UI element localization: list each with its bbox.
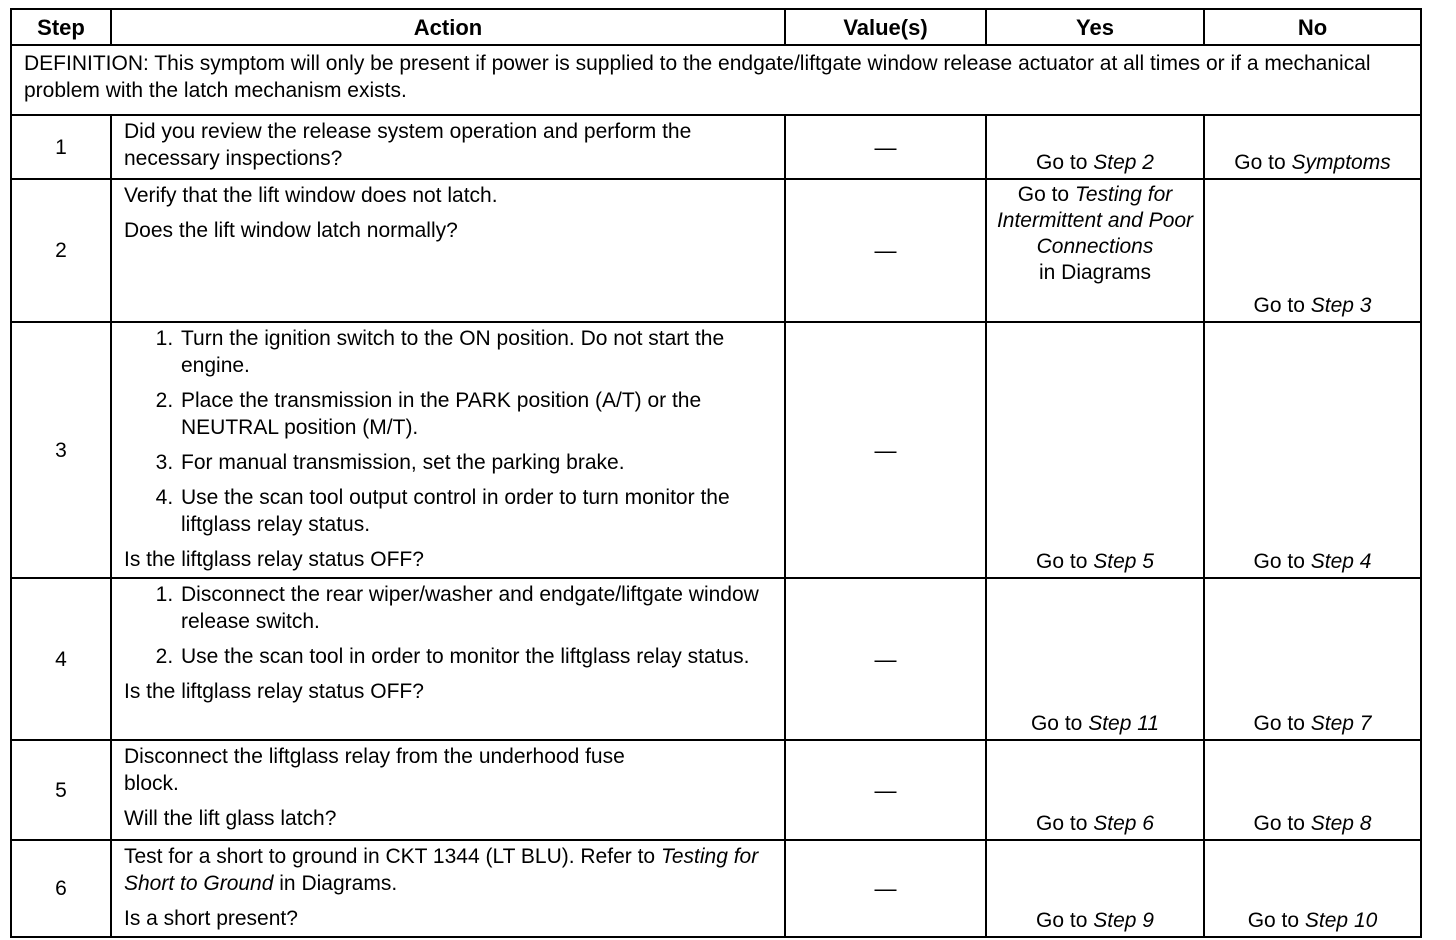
definition-row	[11, 45, 1421, 115]
yes-ref: Step 9	[1093, 909, 1154, 932]
action-step-item: 2. Use the scan tool in order to monitor the liftglass relay status.	[179, 643, 772, 670]
no-ref: Step 8	[1310, 812, 1372, 835]
goto-text: Go to	[1036, 812, 1088, 835]
header-row	[11, 9, 1421, 45]
table-row	[11, 840, 1421, 937]
goto-text: Go to	[1234, 151, 1286, 174]
in-text: in	[279, 872, 296, 895]
yes-cell[interactable]	[986, 840, 1204, 937]
goto-text: Go to	[1030, 712, 1083, 735]
action-question: Will the lift glass latch?	[124, 807, 337, 830]
goto-text: Go to	[1253, 294, 1305, 317]
header-yes: Yes	[986, 9, 1204, 45]
goto-text: Go to	[1247, 909, 1300, 932]
no-cell[interactable]	[1204, 115, 1421, 179]
action-steps	[124, 581, 772, 670]
action-text-plain: Test for a short to ground in CKT 1344 (LT BLU). Refer to	[124, 845, 656, 868]
value-cell: —	[785, 740, 986, 840]
step-number: 3	[11, 322, 111, 578]
table-row	[11, 322, 1421, 578]
goto-text: Go to	[1036, 909, 1088, 932]
definition-text: DEFINITION: This symptom will only be present if power is supplied to the endgate/liftgate window release actuator at all times or if a mechanical problem with the latch mechanism exists.	[11, 45, 1421, 115]
step-number: 6	[11, 840, 111, 937]
step-number: 4	[11, 578, 111, 740]
header-no: No	[1204, 9, 1421, 45]
no-ref: Symptoms	[1291, 151, 1391, 174]
value-cell: —	[785, 322, 986, 578]
no-ref: Step 10	[1304, 909, 1378, 932]
goto-text: Go to	[1253, 550, 1305, 573]
diagrams-text: Diagrams	[301, 872, 392, 895]
action-cell	[111, 115, 785, 179]
action-text: Test for a short to ground in CKT 1344 (LT BLU). Refer to Testing for Short to Ground in Diagrams.	[124, 845, 759, 895]
goto-text: Go to	[1253, 712, 1305, 735]
yes-cell[interactable]	[986, 179, 1204, 322]
diagrams-text: Diagrams	[1061, 261, 1152, 284]
yes-cell[interactable]	[986, 322, 1204, 578]
action-cell	[111, 322, 785, 578]
table-row	[11, 740, 1421, 840]
action-step-item: 2. Place the transmission in the PARK position (A/T) or the NEUTRAL position (M/T).	[179, 387, 772, 441]
header-step: Step	[11, 9, 111, 45]
goto-text: Go to	[1253, 812, 1305, 835]
value-cell: —	[785, 115, 986, 179]
action-steps	[124, 325, 772, 538]
action-cell	[111, 179, 785, 322]
action-question: Is the liftglass relay status OFF?	[124, 680, 424, 703]
yes-ref: Step 11	[1088, 712, 1160, 735]
action-step-item: 1. Disconnect the rear wiper/washer and endgate/liftgate window release switch.	[179, 581, 772, 635]
yes-cell[interactable]	[986, 115, 1204, 179]
action-step-item: 4. Use the scan tool output control in order to turn monitor the liftglass relay status.	[179, 484, 772, 538]
action-step-item: 1. Turn the ignition switch to the ON position. Do not start the engine.	[179, 325, 772, 379]
yes-ref: Step 5	[1093, 550, 1154, 573]
table-row	[11, 578, 1421, 740]
no-cell[interactable]	[1204, 740, 1421, 840]
no-cell[interactable]	[1204, 322, 1421, 578]
goto-text: Go to	[1036, 151, 1088, 174]
header-action: Action	[111, 9, 785, 45]
no-cell[interactable]	[1204, 840, 1421, 937]
no-cell[interactable]	[1204, 578, 1421, 740]
action-question: Does the lift window latch normally?	[124, 219, 458, 242]
table-row	[11, 115, 1421, 179]
goto-text: Go to	[1017, 183, 1070, 206]
action-cell	[111, 578, 785, 740]
yes-cell[interactable]	[986, 578, 1204, 740]
step-number: 5	[11, 740, 111, 840]
step-number: 2	[11, 179, 111, 322]
no-ref: Step 7	[1310, 712, 1372, 735]
action-question: Is the liftglass relay status OFF?	[124, 548, 424, 571]
action-cell	[111, 840, 785, 937]
action-text-ref: Testing for Short to Ground	[124, 845, 759, 895]
yes-ref: Testing for Intermittent and Poor Connections	[996, 183, 1194, 258]
value-cell: —	[785, 179, 986, 322]
diagnostic-table	[10, 8, 1422, 938]
action-cell	[111, 740, 785, 840]
action-text: Disconnect the liftglass relay from the underhood fuse block.	[124, 745, 625, 795]
step-number: 1	[11, 115, 111, 179]
yes-ref: Step 6	[1093, 812, 1154, 835]
no-ref: Step 3	[1310, 294, 1372, 317]
yes-ref: Step 2	[1093, 151, 1154, 174]
value-cell: —	[785, 578, 986, 740]
action-question: Did you review the release system operation and perform the necessary inspections?	[124, 120, 692, 170]
action-step-item: 3. For manual transmission, set the parking brake.	[179, 449, 772, 476]
value-cell: —	[785, 840, 986, 937]
in-text: in	[1038, 261, 1056, 284]
no-cell[interactable]	[1204, 179, 1421, 322]
header-values: Value(s)	[785, 9, 986, 45]
table-row	[11, 179, 1421, 322]
action-text: Verify that the lift window does not latch.	[124, 184, 498, 207]
action-question: Is a short present?	[124, 907, 298, 930]
no-ref: Step 4	[1310, 550, 1372, 573]
yes-cell[interactable]	[986, 740, 1204, 840]
goto-text: Go to	[1036, 550, 1088, 573]
